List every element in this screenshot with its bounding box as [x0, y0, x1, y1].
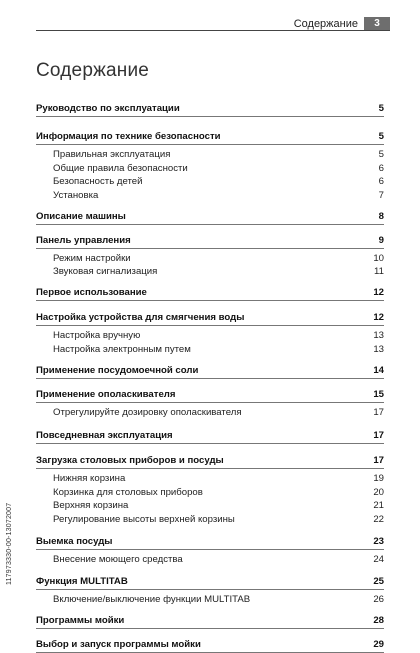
toc-section-page: 25	[373, 575, 384, 587]
toc-section-page: 8	[378, 210, 384, 222]
toc-item-page: 21	[373, 500, 384, 512]
toc-item[interactable]	[36, 265, 384, 278]
toc-section-page: 5	[378, 103, 384, 114]
toc-item-title: Настройка вручную	[53, 330, 141, 342]
document-title: Содержание	[36, 60, 150, 81]
toc-section-page: 14	[373, 364, 384, 376]
document-code: 117973330-00-13072007	[6, 502, 13, 585]
header-title: Содержание	[293, 18, 358, 30]
header-rule	[36, 30, 390, 31]
toc-section-page: 17	[373, 454, 384, 466]
toc-section-rule	[36, 300, 384, 301]
toc-item-page: 22	[373, 513, 384, 525]
toc-item[interactable]	[36, 553, 384, 566]
toc-item[interactable]	[36, 175, 384, 188]
toc-section-page: 12	[373, 287, 384, 299]
toc-item[interactable]	[36, 162, 384, 175]
toc-section-rule	[36, 589, 384, 590]
toc-item-page: 5	[378, 149, 384, 160]
toc-section-title: Повседневная эксплуатация	[36, 429, 173, 441]
toc-item-page: 10	[373, 252, 384, 264]
toc-item[interactable]	[36, 329, 384, 342]
toc-section[interactable]	[36, 388, 384, 401]
toc-section-page: 28	[373, 614, 384, 626]
page-number-badge: 3	[364, 17, 390, 31]
page-header	[36, 17, 390, 31]
toc-section-page: 23	[373, 535, 384, 547]
toc-item-page: 24	[373, 553, 384, 565]
table-of-contents	[36, 94, 384, 653]
toc-section-title: Выемка посуды	[36, 535, 113, 547]
toc-section-title: Загрузка столовых приборов и посуды	[36, 454, 224, 466]
toc-section[interactable]	[36, 429, 384, 442]
toc-section-title: Первое использование	[36, 287, 147, 299]
toc-item-title: Настройка электронным путем	[53, 343, 191, 355]
toc-item[interactable]	[36, 343, 384, 356]
toc-section-page: 5	[378, 131, 384, 142]
toc-item-page: 17	[373, 406, 384, 418]
toc-section-rule	[36, 443, 384, 444]
toc-section-page: 17	[373, 429, 384, 441]
toc-item-page: 26	[373, 593, 384, 605]
toc-section-rule	[36, 468, 384, 469]
toc-section-rule	[36, 224, 384, 225]
toc-section-title: Программы мойки	[36, 614, 125, 626]
toc-section-page: 9	[378, 234, 384, 246]
toc-section[interactable]	[36, 614, 384, 627]
toc-section[interactable]	[36, 210, 384, 223]
toc-item-title: Отрегулируйте дозировку ополаскивателя	[53, 406, 242, 418]
toc-item[interactable]	[36, 406, 384, 419]
toc-section-title: Руководство по эксплуатации	[36, 103, 180, 114]
toc-section-title: Применение ополаскивателя	[36, 388, 176, 400]
toc-section-title: Выбор и запуск программы мойки	[36, 638, 201, 650]
toc-section-rule	[36, 116, 384, 117]
toc-item-title: Верхняя корзина	[53, 500, 129, 512]
toc-section-rule	[36, 549, 384, 550]
toc-section-rule	[36, 325, 384, 326]
toc-item[interactable]	[36, 148, 384, 161]
toc-section[interactable]	[36, 286, 384, 299]
toc-section[interactable]	[36, 130, 384, 143]
toc-item-page: 6	[378, 162, 384, 174]
toc-item-title: Корзинка для столовых приборов	[53, 486, 203, 498]
toc-item-title: Регулирование высоты верхней корзины	[53, 513, 235, 525]
toc-section[interactable]	[36, 575, 384, 588]
toc-item-page: 13	[373, 330, 384, 342]
toc-section[interactable]	[36, 364, 384, 377]
toc-item-title: Внесение моющего средства	[53, 553, 183, 565]
toc-section-title: Функция MULTITAB	[36, 575, 128, 587]
toc-item-title: Режим настройки	[53, 252, 131, 264]
toc-section-title: Панель управления	[36, 234, 131, 246]
toc-section[interactable]	[36, 535, 384, 548]
toc-section-rule	[36, 402, 384, 403]
toc-item[interactable]	[36, 252, 384, 265]
toc-item-page: 20	[373, 486, 384, 498]
toc-section-title: Применение посудомоечной соли	[36, 364, 199, 376]
toc-item-title: Включение/выключение функции MULTITAB	[53, 593, 251, 605]
toc-item-title: Звуковая сигнализация	[53, 266, 158, 278]
toc-item[interactable]	[36, 189, 384, 202]
toc-section-rule	[36, 378, 384, 379]
toc-section-rule	[36, 628, 384, 629]
toc-section-rule	[36, 144, 384, 145]
toc-item-page: 6	[378, 176, 384, 188]
toc-section-title: Описание машины	[36, 210, 126, 222]
toc-item-title: Общие правила безопасности	[53, 162, 188, 174]
toc-section[interactable]	[36, 311, 384, 324]
toc-item[interactable]	[36, 486, 384, 499]
toc-section[interactable]	[36, 638, 384, 651]
toc-item-title: Нижняя корзина	[53, 472, 126, 484]
toc-item[interactable]	[36, 499, 384, 512]
toc-item-page: 11	[374, 266, 384, 278]
toc-item-title: Установка	[53, 189, 99, 201]
toc-section-page: 12	[373, 312, 384, 324]
toc-item-page: 19	[373, 472, 384, 484]
toc-item[interactable]	[36, 472, 384, 485]
toc-section[interactable]	[36, 234, 384, 247]
toc-item[interactable]	[36, 593, 384, 606]
toc-section-page: 15	[373, 388, 384, 400]
toc-section[interactable]	[36, 102, 384, 115]
toc-item[interactable]	[36, 513, 384, 526]
toc-item-page: 13	[373, 343, 384, 355]
toc-section-rule	[36, 248, 384, 249]
toc-section-title: Настройка устройства для смягчения воды	[36, 312, 245, 324]
toc-item-title: Безопасность детей	[53, 176, 143, 188]
toc-section-page: 29	[373, 638, 384, 650]
toc-section[interactable]	[36, 454, 384, 467]
toc-section-title: Информация по технике безопасности	[36, 131, 221, 142]
toc-item-title: Правильная эксплуатация	[53, 149, 171, 160]
toc-item-page: 7	[378, 189, 384, 201]
